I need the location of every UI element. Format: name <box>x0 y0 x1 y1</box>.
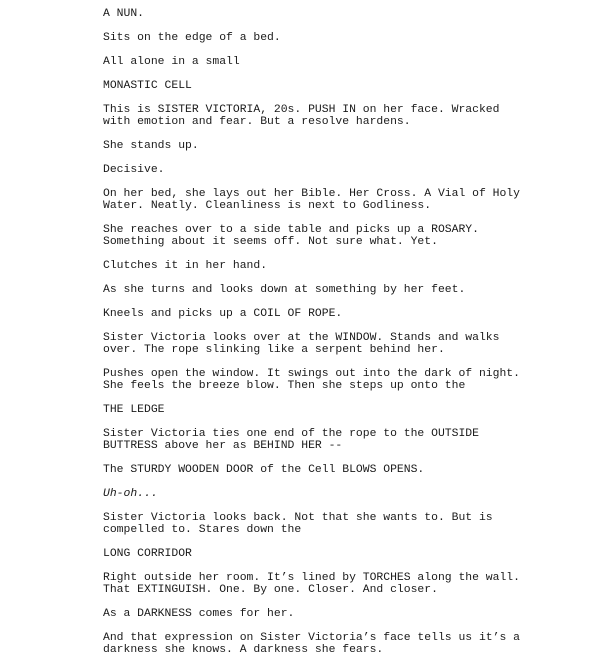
action-paragraph <box>103 572 573 596</box>
action-paragraph <box>103 428 573 452</box>
action-line: Sister Victoria looks back. Not that she wants to. But is <box>103 512 493 524</box>
action-line: Clutches it in her hand. <box>103 260 268 272</box>
action-line: The STURDY WOODEN DOOR of the Cell BLOWS OPENS. <box>103 464 425 476</box>
action-paragraph <box>103 104 573 128</box>
action-line: with emotion and fear. But a resolve hardens. <box>103 116 411 128</box>
action-line: And that expression on Sister Victoria’s face tells us it’s a <box>103 632 520 644</box>
action-line: As she turns and looks down at something by her feet. <box>103 284 466 296</box>
action-paragraph <box>103 188 573 212</box>
screenplay-page <box>103 8 573 668</box>
action-line: Pushes open the window. It swings out into the dark of night. <box>103 368 520 380</box>
action-line: Decisive. <box>103 164 165 176</box>
action-paragraph <box>103 368 573 392</box>
action-line: over. The rope slinking like a serpent behind her. <box>103 344 445 356</box>
action-line: A NUN. <box>103 8 145 20</box>
action-line: Kneels and picks up a COIL OF ROPE. <box>103 308 343 320</box>
action-line: compelled to. Stares down the <box>103 524 302 536</box>
action-line: Right outside her room. It’s lined by TORCHES along the wall. <box>103 572 520 584</box>
action-line: She feels the breeze blow. Then she steps up onto the <box>103 380 466 392</box>
italic-line: Uh-oh... <box>103 488 158 500</box>
action-line: Something about it seems off. Not sure what. Yet. <box>103 236 438 248</box>
action-paragraph <box>103 224 573 248</box>
action-line: As a DARKNESS comes for her. <box>103 608 295 620</box>
action-line: Sits on the edge of a bed. <box>103 32 281 44</box>
scene-heading: THE LEDGE <box>103 404 165 416</box>
action-paragraph <box>103 512 573 536</box>
action-paragraph <box>103 632 573 656</box>
action-line: This is SISTER VICTORIA, 20s. PUSH IN on her face. Wracked <box>103 104 500 116</box>
action-line: All alone in a small <box>103 56 240 68</box>
action-line: Sister Victoria looks over at the WINDOW. Stands and walks <box>103 332 500 344</box>
action-line: Water. Neatly. Cleanliness is next to Godliness. <box>103 200 432 212</box>
action-line: darkness she knows. A darkness she fears. <box>103 644 384 656</box>
scene-heading: MONASTIC CELL <box>103 80 192 92</box>
action-line: BUTTRESS above her as BEHIND HER -- <box>103 440 343 452</box>
action-line: On her bed, she lays out her Bible. Her Cross. A Vial of Holy <box>103 188 520 200</box>
action-line: That EXTINGUISH. One. By one. Closer. And closer. <box>103 584 438 596</box>
scene-heading: LONG CORRIDOR <box>103 548 192 560</box>
action-line: She reaches over to a side table and picks up a ROSARY. <box>103 224 479 236</box>
action-line: Sister Victoria ties one end of the rope to the OUTSIDE <box>103 428 479 440</box>
action-line: She stands up. <box>103 140 199 152</box>
action-paragraph <box>103 332 573 356</box>
